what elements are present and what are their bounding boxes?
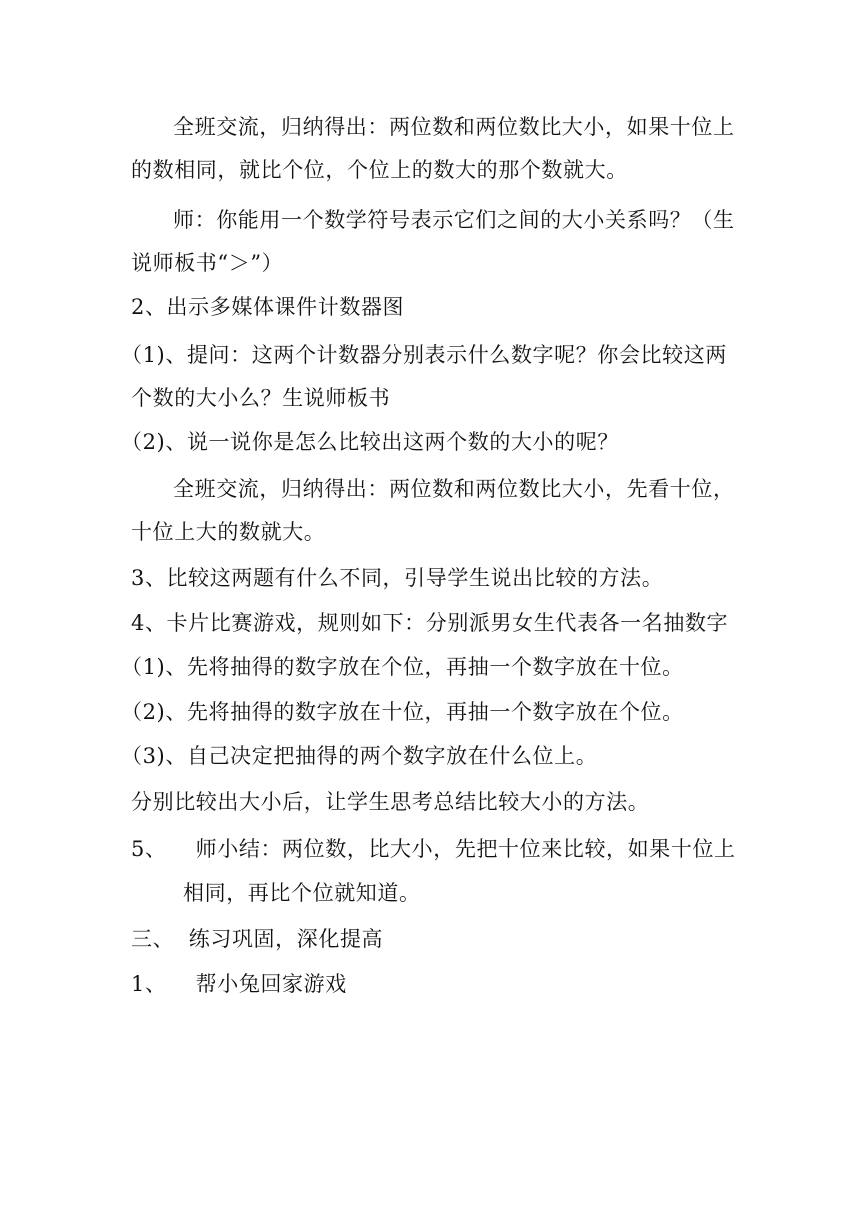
paragraph-line: 全班交流，归纳得出：两位数和两位数比大小，如果十位上 — [173, 115, 735, 139]
paragraph-line: 2、出示多媒体课件计数器图 — [131, 295, 405, 319]
paragraph-line: 相同，再比个位就知道。 — [183, 881, 421, 905]
paragraph-line: 4、卡片比赛游戏，规则如下：分别派男女生代表各一名抽数字 — [131, 611, 729, 635]
paragraph-line: 的数相同，就比个位，个位上的数大的那个数就大。 — [131, 158, 628, 182]
paragraph-line: （1)、提问：这两个计数器分别表示什么数字呢？你会比较这两 — [121, 343, 727, 367]
paragraph-line: 全班交流，归纳得出：两位数和两位数比大小，先看十位， — [173, 477, 735, 501]
paragraph-line: 3、比较这两题有什么不同，引导学生说出比较的方法。 — [131, 566, 664, 590]
section-heading: 三、 练习巩固，深化提高 — [131, 927, 384, 951]
paragraph-line: （3)、自己决定把抽得的两个数字放在什么位上。 — [121, 744, 598, 768]
paragraph-line: （2)、说一说你是怎么比较出这两个数的大小的呢？ — [121, 430, 619, 454]
paragraph-line: （2)、先将抽得的数字放在十位，再抽一个数字放在个位。 — [121, 700, 684, 724]
paragraph-line: 师：你能用一个数学符号表示它们之间的大小关系吗？（生 — [173, 208, 735, 232]
paragraph-line: 十位上大的数就大。 — [131, 520, 326, 544]
paragraph-line: 说师板书“＞”） — [131, 251, 284, 275]
paragraph-line: （1)、先将抽得的数字放在个位，再抽一个数字放在十位。 — [121, 655, 684, 679]
paragraph-line: 分别比较出大小后，让学生思考总结比较大小的方法。 — [131, 790, 650, 814]
paragraph-line: 5、 师小结：两位数，比大小，先把十位来比较，如果十位上 — [131, 837, 736, 861]
paragraph-line: 1、 帮小兔回家游戏 — [131, 972, 347, 996]
paragraph-line: 个数的大小么？生说师板书 — [131, 386, 391, 410]
